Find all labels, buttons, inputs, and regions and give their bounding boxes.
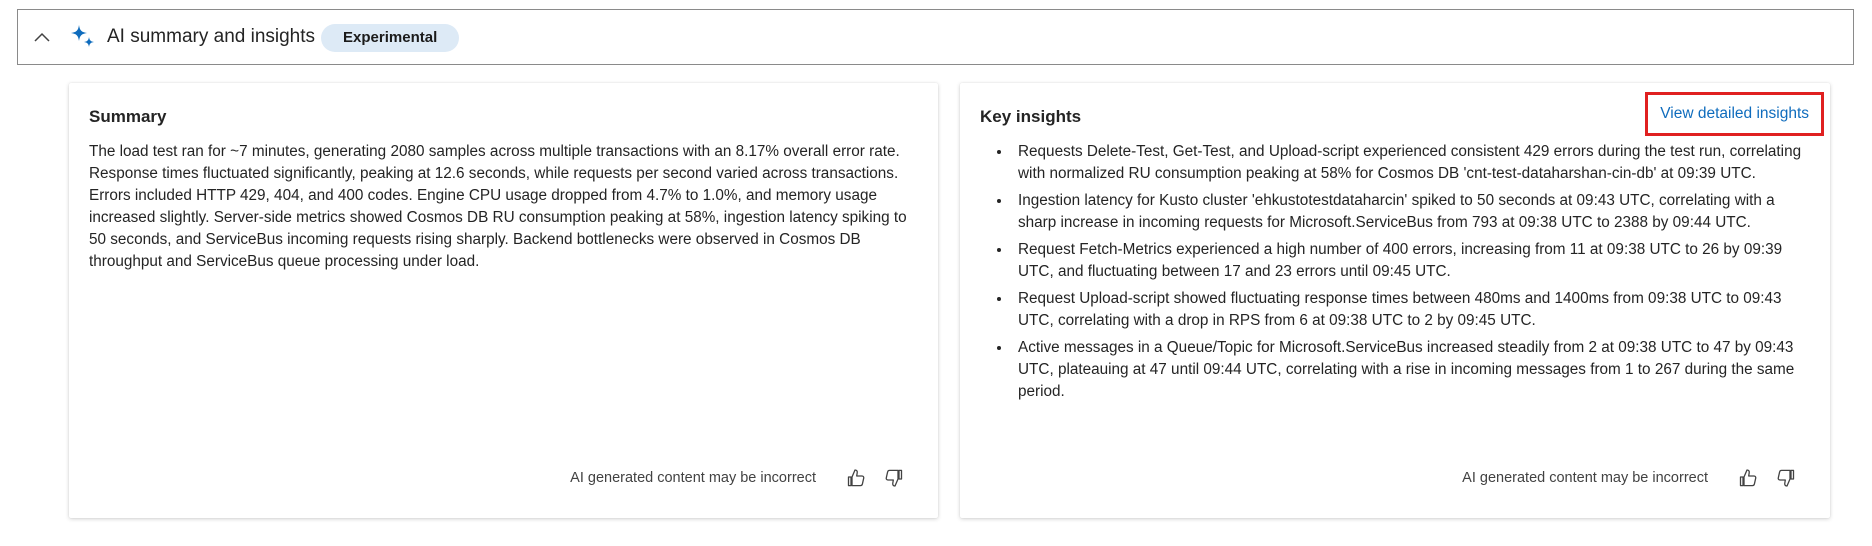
list-item: • Active messages in a Queue/Topic for Microsoft.ServiceBus increased steadily from 2 at 09:38 UTC to 47 by 09:43 UTC, plateauing at 47 until 09:44 UTC, correlating with a rise in incoming messages from 1 to 267 during the same period. bbox=[1012, 337, 1816, 403]
insights-card bbox=[960, 83, 1830, 518]
thumbs-up-icon[interactable] bbox=[1736, 466, 1760, 490]
thumbs-down-icon[interactable] bbox=[1774, 466, 1798, 490]
header-title: AI summary and insights bbox=[107, 26, 316, 47]
list-item: • Requests Delete-Test, Get-Test, and Upload-script experienced consistent 429 errors during the test run, correlating with normalized RU consumption peaking at 58% for Cosmos DB 'cnt-test-dataharshan-cin-db' at 09:39 UTC. bbox=[1012, 141, 1816, 185]
insights-title: Key insights bbox=[980, 107, 1082, 126]
chevron-up-icon[interactable] bbox=[31, 26, 53, 48]
summary-title: Summary bbox=[89, 107, 167, 126]
insights-list bbox=[992, 141, 1816, 408]
summary-card bbox=[69, 83, 938, 518]
list-item: • Request Fetch-Metrics experienced a high number of 400 errors, increasing from 11 at 09:38 UTC to 26 by 09:39 UTC, and fluctuating between 17 and 23 errors until 09:45 UTC. bbox=[1012, 239, 1816, 283]
list-item: • Request Upload-script showed fluctuating response times between 480ms and 1400ms from 09:38 UTC to 09:43 UTC, correlating with a drop in RPS from 6 at 09:38 UTC to 2 by 09:45 UTC. bbox=[1012, 288, 1816, 332]
thumbs-up-icon[interactable] bbox=[844, 466, 868, 490]
summary-text: The load test ran for ~7 minutes, generating 2080 samples across multiple transactions with an 8.17% overall error rate. Response times fluctuated significantly, peaking at 12.6 seconds, while requests per second varied across transactions. Errors included HTTP 429, 404, and 400 codes. Engine CPU usage dropped from 4.7% to 1.0%, and memory usage increased slightly. Server-side metrics showed Cosmos DB RU consumption peaking at 58%, ingestion latency spiking to 50 seconds, and ServiceBus incoming requests rising sharply. Backend bottlenecks were observed in Cosmos DB throughput and ServiceBus queue processing under load. bbox=[89, 143, 907, 270]
ai-disclaimer: AI generated content may be incorrect bbox=[1462, 470, 1708, 486]
list-item: • Ingestion latency for Kusto cluster 'ehkustotestdataharcin' spiked to 50 seconds at 09:43 UTC, correlating with a sharp increase in incoming requests for Microsoft.ServiceBus from 793 at 09:38 UTC to 2388 by 09:44 UTC. bbox=[1012, 190, 1816, 234]
view-detailed-insights-link[interactable]: View detailed insights bbox=[1645, 92, 1824, 136]
summary-footer bbox=[570, 466, 906, 490]
thumbs-down-icon[interactable] bbox=[882, 466, 906, 490]
ai-summary-header bbox=[17, 9, 1854, 65]
experimental-badge: Experimental bbox=[321, 24, 459, 52]
sparkle-icon bbox=[67, 22, 97, 52]
ai-disclaimer: AI generated content may be incorrect bbox=[570, 470, 816, 486]
insights-footer bbox=[1462, 466, 1798, 490]
